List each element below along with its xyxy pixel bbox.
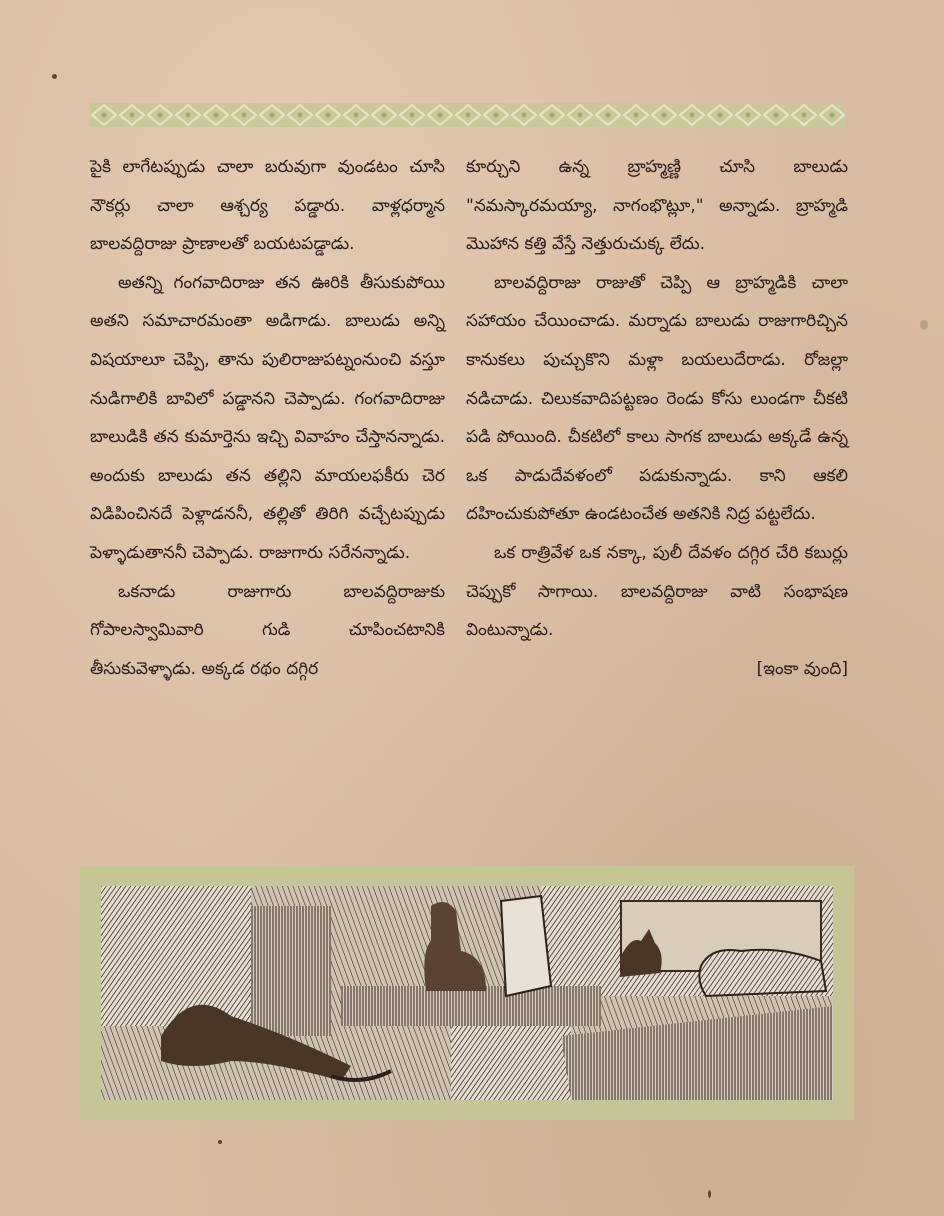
temple-pillar xyxy=(251,906,331,1036)
temple-wall-left xyxy=(101,886,251,1026)
band-dot xyxy=(746,113,751,118)
paper-speck xyxy=(218,1140,222,1144)
band-dot xyxy=(354,113,359,118)
decorative-border-band xyxy=(90,103,846,127)
band-dot xyxy=(634,113,639,118)
continued-note: [ఇంకా వుంది] xyxy=(756,658,848,679)
band-dot xyxy=(578,113,583,118)
temple-platform xyxy=(341,986,601,1026)
band-dot xyxy=(438,113,443,118)
temple-night-illustration xyxy=(101,886,833,1100)
left-paragraph-3: ఒకనాడు రాజుగారు బాలవద్దిరాజుకు గోపాలస్వామివారి గుడి చూపించటానికి తీసుకువెళ్ళాడు. అక్కడ రథం దగ్గిర xyxy=(90,581,445,679)
band-dot xyxy=(802,113,807,118)
illustration-frame xyxy=(80,866,854,1120)
band-dot xyxy=(326,113,331,118)
band-dot xyxy=(774,113,779,118)
band-dot xyxy=(830,113,835,118)
paper-speck xyxy=(52,74,57,79)
band-dot xyxy=(214,113,219,118)
band-dot xyxy=(494,113,499,118)
band-dot xyxy=(606,113,611,118)
band-dot xyxy=(718,113,723,118)
band-dot xyxy=(690,113,695,118)
band-dot xyxy=(186,113,191,118)
left-text-column xyxy=(90,148,445,688)
band-dot xyxy=(158,113,163,118)
band-dot xyxy=(130,113,135,118)
band-dot xyxy=(410,113,415,118)
band-dot xyxy=(102,113,107,118)
right-paragraph-3: ఒక రాత్రివేళ ఒక నక్కా, పులీ దేవళం దగ్గిర చేరి కబుర్లు చెప్పుకో సాగాయి. బాలవద్దిరాజు వాటి సంభాషణ వింటున్నాడు. xyxy=(466,542,848,641)
stone-base xyxy=(451,1026,571,1100)
band-dot xyxy=(550,113,555,118)
band-dot xyxy=(270,113,275,118)
band-dot xyxy=(522,113,527,118)
right-paragraph-2: బాలవద్దిరాజు రాజుతో చెప్పి ఆ బ్రాహ్మడికి చాలా సహాయం చేయించాడు. మర్నాడు బాలుడు రాజుగారిచ్చిన కానుకలు పుచ్చుకొని మళ్లా బయలుదేరాడు. రోజల్లా నడిచాడు. చిలుకవాదిపట్టణం రెండు కోసు లుండగా చీకటి పడి పోయింది. చీకటిలో కాలు సాగక బాలుడు అక్కడే ఉన్న ఒక పాడుదేవళంలో పడుకున్నాడు. కాని ఆకలి దహించుకుపోతూ ఉండటంచేత అతనికి నిద్ర పట్టలేదు. xyxy=(466,272,848,525)
stone-slab xyxy=(501,896,551,996)
left-paragraph-2: అతన్ని గంగవాదిరాజు తన ఊరికి తీసుకుపోయి అతని సమాచారమంతా అడిగాడు. బాలుడు అన్ని విషయాలూ చెప్పి, తాను పులిరాజుపట్నంనుంచి వస్తూ నుడిగాలికి బావిలో పడ్డానని చెప్పాడు. గంగవాదిరాజు బాలుడికి తన కుమార్తెను ఇచ్చి వివాహం చేస్తానన్నాడు. అందుకు బాలుడు తన తల్లిని మాయలఫకీరు చెర విడిపించినదే పెళ్లాడననీ, తల్లితో తిరిగి వచ్చేటప్పుడు పెళ్ళాడుతాననీ చెప్పాడు. రాజుగారు సరేనన్నాడు. xyxy=(90,272,445,563)
tiger-figure xyxy=(699,950,826,996)
right-paragraph-1: కూర్చుని ఉన్న బ్రాహ్మణ్ణి చూసి బాలుడు "నమస్కారమయ్యా, నాగంభొట్లూ," అన్నాడు. బ్రాహ్మడి మొహాన కత్తి వేస్తే నెత్తురుచుక్క లేదు. xyxy=(466,157,848,255)
paper-speck xyxy=(920,320,928,330)
band-dot xyxy=(242,113,247,118)
illustration-drawing xyxy=(101,886,833,1100)
right-text-column xyxy=(466,148,848,688)
band-dot xyxy=(298,113,303,118)
band-dot xyxy=(382,113,387,118)
band-dot xyxy=(662,113,667,118)
left-paragraph-1: పైకి లాగేటప్పుడు చాలా బరువుగా వుండటం చూసి నౌకర్లు చాలా ఆశ్చర్య పడ్డారు. వాళ్లధర్మాన బాలవద్దిరాజు ప్రాణాలతో బయటపడ్డాడు. xyxy=(90,157,445,255)
paper-speck xyxy=(708,1190,711,1198)
band-dot xyxy=(466,113,471,118)
decorative-pattern xyxy=(90,103,846,127)
